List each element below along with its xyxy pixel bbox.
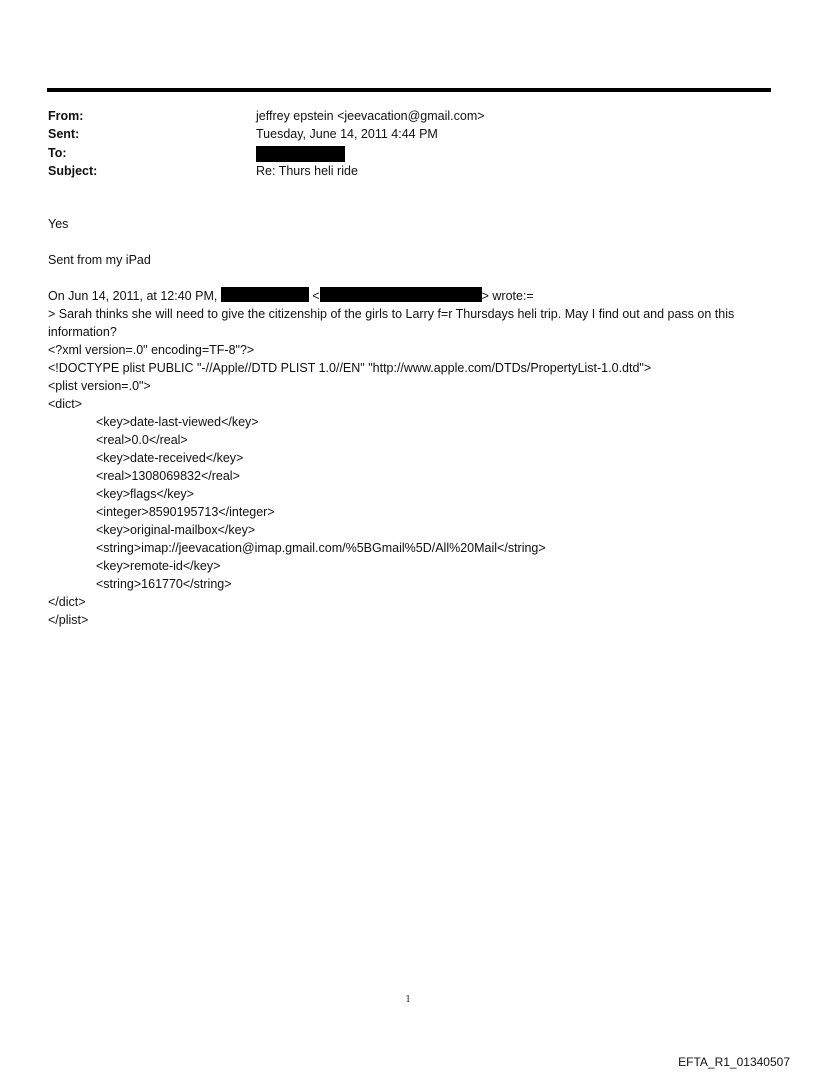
plist-line: <real>1308069832</real>: [96, 469, 240, 483]
subject-value: Re: Thurs heli ride: [256, 164, 358, 179]
plist-line: <?xml version=.0" encoding=TF-8"?>: [48, 343, 255, 357]
sent-value: Tuesday, June 14, 2011 4:44 PM: [256, 127, 438, 142]
header-divider: [47, 88, 771, 92]
redaction-box: [256, 146, 345, 162]
quote-intro-lt: <: [312, 289, 320, 303]
plist-line: </plist>: [48, 613, 89, 627]
from-row: [48, 107, 748, 125]
email-header: [48, 107, 748, 181]
email-body: [48, 215, 778, 629]
quote-intro-suffix: > wrote:=: [481, 289, 534, 303]
plist-line: <key>flags</key>: [96, 487, 194, 501]
plist-line: <key>date-last-viewed</key>: [96, 415, 259, 429]
page-number: 1: [405, 994, 411, 1005]
to-label: To:: [48, 145, 67, 160]
plist-line: <plist version=.0">: [48, 379, 151, 393]
redaction-box: [320, 287, 482, 302]
plist-line: <key>date-received</key>: [96, 451, 244, 465]
to-value: [256, 144, 748, 162]
plist-line: <!DOCTYPE plist PUBLIC "-//Apple//DTD PLIST 1.0//EN" "http://www.apple.com/DTDs/PropertyList-1.0.dtd">: [48, 361, 652, 375]
quoted-message: > Sarah thinks she will need to give the citizenship of the girls to Larry f=r Thursdays heli trip. May I find out and pass on this information?: [48, 307, 735, 339]
sent-row: [48, 125, 748, 143]
document-id: EFTA_R1_01340507: [678, 1055, 790, 1069]
subject-row: [48, 162, 748, 180]
plist-line: </dict>: [48, 595, 86, 609]
plist-line: <integer>8590195713</integer>: [96, 505, 275, 519]
plist-line: <real>0.0</real>: [96, 433, 188, 447]
plist-line: <key>remote-id</key>: [96, 559, 221, 573]
to-row: [48, 144, 748, 162]
plist-line: <string>imap://jeevacation@imap.gmail.com/%5BGmail%5D/All%20Mail</string>: [96, 541, 546, 555]
subject-label: Subject:: [48, 164, 98, 179]
quote-intro-prefix: On Jun 14, 2011, at 12:40 PM,: [48, 289, 218, 303]
from-value: jeffrey epstein <jeevacation@gmail.com>: [256, 109, 485, 123]
plist-line: <string>161770</string>: [96, 577, 232, 591]
signature-text: Sent from my iPad: [48, 253, 151, 267]
plist-line: <key>original-mailbox</key>: [96, 523, 256, 537]
reply-text: Yes: [48, 217, 69, 231]
redaction-box: [221, 287, 309, 302]
quote-intro: [48, 287, 778, 305]
from-label: From:: [48, 109, 84, 123]
sent-label: Sent:: [48, 127, 80, 142]
plist-line: <dict>: [48, 397, 83, 411]
